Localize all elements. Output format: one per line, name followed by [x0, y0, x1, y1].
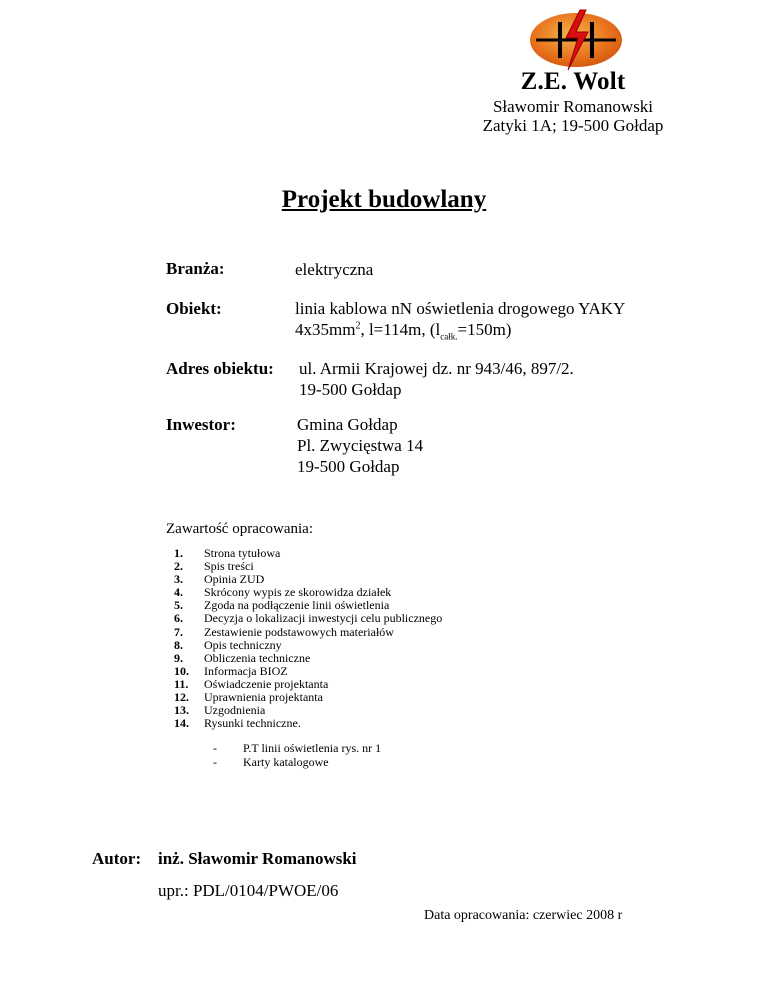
author-line: [92, 849, 357, 869]
contents-list: [174, 547, 442, 730]
lightning-bolt-logo-icon: [528, 8, 624, 72]
inwestor-line-1: Gmina Gołdap: [297, 415, 398, 434]
list-item: 6. Decyzja o lokalizacji inwestycji celu publicznego: [174, 611, 443, 626]
contents-heading: Zawartość opracowania:: [166, 521, 314, 537]
list-item: 5. Zgoda na podłączenie linii oświetlenia: [174, 598, 390, 613]
field-label-obiekt: Obiekt:: [166, 299, 222, 318]
field-value-branza: elektryczna: [295, 260, 374, 279]
contents-sublist: [213, 741, 381, 769]
adres-line-1: ul. Armii Krajowej dz. nr 943/46, 897/2.: [299, 359, 574, 378]
list-item: 13. Uzgodnienia: [174, 703, 266, 718]
adres-line-2: 19-500 Gołdap: [299, 380, 402, 399]
company-name: Z.E. Wolt: [520, 68, 626, 95]
field-label-adres: Adres obiektu:: [166, 359, 274, 378]
company-address: Zatyki 1A; 19-500 Gołdap: [482, 116, 664, 135]
sublist-item: - Karty katalogowe: [213, 755, 329, 769]
company-owner: Sławomir Romanowski: [492, 97, 654, 116]
list-item: 2. Spis treści: [174, 559, 254, 574]
author-label: Autor:: [92, 849, 142, 868]
list-item: 14. Rysunki techniczne.: [174, 716, 301, 731]
field-value-adres: [299, 358, 574, 400]
list-item: 10. Informacja BIOZ: [174, 663, 288, 678]
obiekt-line-2: $4x35mm^2$, l=114m, $(l_{całk.}=150m)$: [295, 320, 512, 342]
field-value-obiekt: [295, 298, 625, 340]
author-license: upr.: PDL/0104/PWOE/06: [158, 881, 339, 900]
obiekt-line-1: linia kablowa nN oświetlenia drogowego YAKY: [295, 299, 626, 318]
inwestor-line-3: 19-500 Gołdap: [297, 457, 400, 476]
list-item: 11. Oświadczenie projektanta: [174, 676, 329, 691]
list-item: 7. Zestawienie podstawowych materiałów: [174, 624, 394, 639]
field-label-inwestor: Inwestor:: [166, 415, 236, 434]
field-value-inwestor: [297, 414, 423, 477]
sublist-item: - P.T linii oświetlenia rys. nr 1: [213, 741, 382, 755]
field-label-branza: Branża:: [166, 259, 225, 278]
list-item: 9. Obliczenia techniczne: [174, 650, 311, 665]
list-item: 12. Uprawnienia projektanta: [174, 690, 323, 705]
list-item: 3. Opinia ZUD: [174, 572, 265, 587]
list-item: 4. Skrócony wypis ze skorowidza działek: [174, 585, 392, 600]
author-name: inż. Sławomir Romanowski: [158, 849, 357, 868]
document-title: Projekt budowlany: [281, 186, 487, 213]
list-item: 1. Strona tytułowa: [174, 546, 281, 560]
preparation-date: Data opracowania: czerwiec 2008 r: [424, 908, 623, 923]
inwestor-line-2: Pl. Zwycięstwa 14: [297, 436, 424, 455]
list-item: 8. Opis techniczny: [174, 637, 282, 652]
